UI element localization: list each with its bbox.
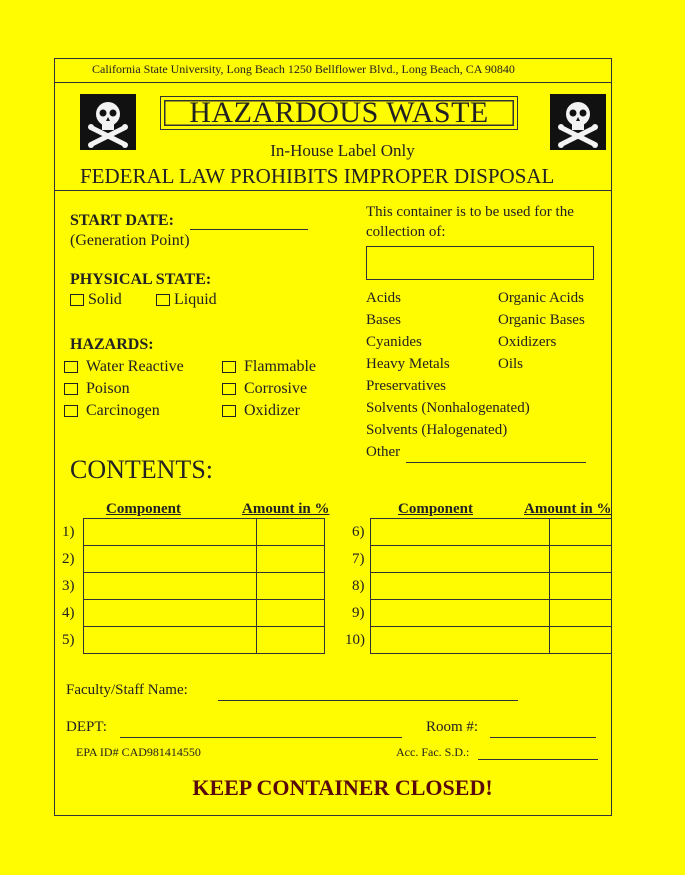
liquid-checkbox[interactable] <box>156 294 170 306</box>
waste-type: Organic Bases <box>498 312 585 328</box>
divider <box>54 82 611 83</box>
divider <box>54 190 611 191</box>
room-field[interactable] <box>490 737 596 738</box>
amount-cell[interactable] <box>550 627 612 654</box>
waste-type: Oxidizers <box>498 334 557 350</box>
other-field[interactable] <box>406 462 586 463</box>
page-title: HAZARDOUS WASTE <box>189 96 489 129</box>
collection-intro-2: collection of: <box>366 224 446 240</box>
start-date-field[interactable] <box>190 229 308 230</box>
acc-fac-label: Acc. Fac. S.D.: <box>396 745 470 759</box>
table-row <box>84 546 325 573</box>
amount-cell[interactable] <box>257 546 325 573</box>
dept-field[interactable] <box>120 737 402 738</box>
waste-type: Preservatives <box>366 378 446 394</box>
carcinogen-label: Carcinogen <box>86 402 160 419</box>
amount-cell[interactable] <box>257 600 325 627</box>
contents-heading: CONTENTS: <box>70 455 213 484</box>
component-cell[interactable] <box>84 600 257 627</box>
solid-label: Solid <box>88 291 122 308</box>
row-number: 9) <box>352 605 365 621</box>
row-number: 5) <box>62 632 75 648</box>
table-row <box>371 546 612 573</box>
amount-cell[interactable] <box>257 519 325 546</box>
keep-closed-warning: KEEP CONTAINER CLOSED! <box>192 775 493 800</box>
acc-fac-field[interactable] <box>478 759 598 760</box>
subtitle: In-House Label Only <box>270 141 415 160</box>
amount-cell[interactable] <box>550 546 612 573</box>
collection-intro-1: This container is to be used for the <box>366 204 574 220</box>
start-date-label: START DATE: <box>70 212 174 229</box>
amount-cell[interactable] <box>550 573 612 600</box>
component-cell[interactable] <box>371 627 550 654</box>
address-line: California State University, Long Beach 1250 Bellflower Blvd., Long Beach, CA 90840 <box>92 62 515 76</box>
amount-cell[interactable] <box>550 600 612 627</box>
table-row <box>84 519 325 546</box>
component-cell[interactable] <box>84 627 257 654</box>
amount-header: Amount in % <box>524 501 612 517</box>
component-header: Component <box>106 501 182 517</box>
contents-table-right <box>370 518 612 654</box>
row-number: 6) <box>352 524 365 540</box>
component-header: Component <box>398 501 474 517</box>
table-row <box>371 600 612 627</box>
table-row <box>371 627 612 654</box>
start-date-sub: (Generation Point) <box>70 232 190 249</box>
water-reactive-checkbox[interactable] <box>64 361 78 373</box>
hazards-label: HAZARDS: <box>70 336 154 353</box>
faculty-label: Faculty/Staff Name: <box>66 682 188 698</box>
waste-type: Heavy Metals <box>366 356 450 372</box>
epa-id: EPA ID# CAD981414550 <box>76 745 201 759</box>
other-label: Other <box>366 444 401 460</box>
table-row <box>371 519 612 546</box>
waste-type: Bases <box>366 312 401 328</box>
component-cell[interactable] <box>84 519 257 546</box>
amount-cell[interactable] <box>257 627 325 654</box>
flammable-checkbox[interactable] <box>222 361 236 373</box>
waste-type: Solvents (Halogenated) <box>366 422 508 438</box>
table-row <box>84 627 325 654</box>
row-number: 8) <box>352 578 365 594</box>
component-cell[interactable] <box>371 600 550 627</box>
corrosive-checkbox[interactable] <box>222 383 236 395</box>
amount-cell[interactable] <box>257 573 325 600</box>
oxidizer-label: Oxidizer <box>244 402 300 419</box>
federal-warning: FEDERAL LAW PROHIBITS IMPROPER DISPOSAL <box>80 164 555 188</box>
component-cell[interactable] <box>84 573 257 600</box>
poison-checkbox[interactable] <box>64 383 78 395</box>
solid-checkbox[interactable] <box>70 294 84 306</box>
waste-type: Acids <box>366 290 401 306</box>
amount-cell[interactable] <box>550 519 612 546</box>
oxidizer-checkbox[interactable] <box>222 405 236 417</box>
row-number: 7) <box>352 551 365 567</box>
component-cell[interactable] <box>371 573 550 600</box>
room-label: Room #: <box>426 719 479 735</box>
table-row <box>84 573 325 600</box>
liquid-label: Liquid <box>174 291 217 308</box>
component-cell[interactable] <box>371 546 550 573</box>
faculty-field[interactable] <box>218 700 518 701</box>
collection-input[interactable] <box>366 246 594 280</box>
table-row <box>84 600 325 627</box>
corrosive-label: Corrosive <box>244 380 308 397</box>
waste-type: Oils <box>498 356 524 372</box>
row-number: 4) <box>62 605 75 621</box>
row-number: 10) <box>345 632 365 648</box>
row-number: 1) <box>62 524 75 540</box>
row-number: 2) <box>62 551 75 567</box>
waste-type: Cyanides <box>366 334 422 350</box>
contents-table-left <box>83 518 325 654</box>
poison-label: Poison <box>86 380 130 397</box>
row-number: 3) <box>62 578 75 594</box>
water-reactive-label: Water Reactive <box>86 358 184 375</box>
flammable-label: Flammable <box>244 358 316 375</box>
table-row <box>371 573 612 600</box>
amount-header: Amount in % <box>242 501 330 517</box>
dept-label: DEPT: <box>66 719 107 735</box>
component-cell[interactable] <box>84 546 257 573</box>
carcinogen-checkbox[interactable] <box>64 405 78 417</box>
component-cell[interactable] <box>371 519 550 546</box>
waste-type: Organic Acids <box>498 290 584 306</box>
waste-type: Solvents (Nonhalogenated) <box>366 400 530 416</box>
physical-state-label: PHYSICAL STATE: <box>70 271 212 288</box>
